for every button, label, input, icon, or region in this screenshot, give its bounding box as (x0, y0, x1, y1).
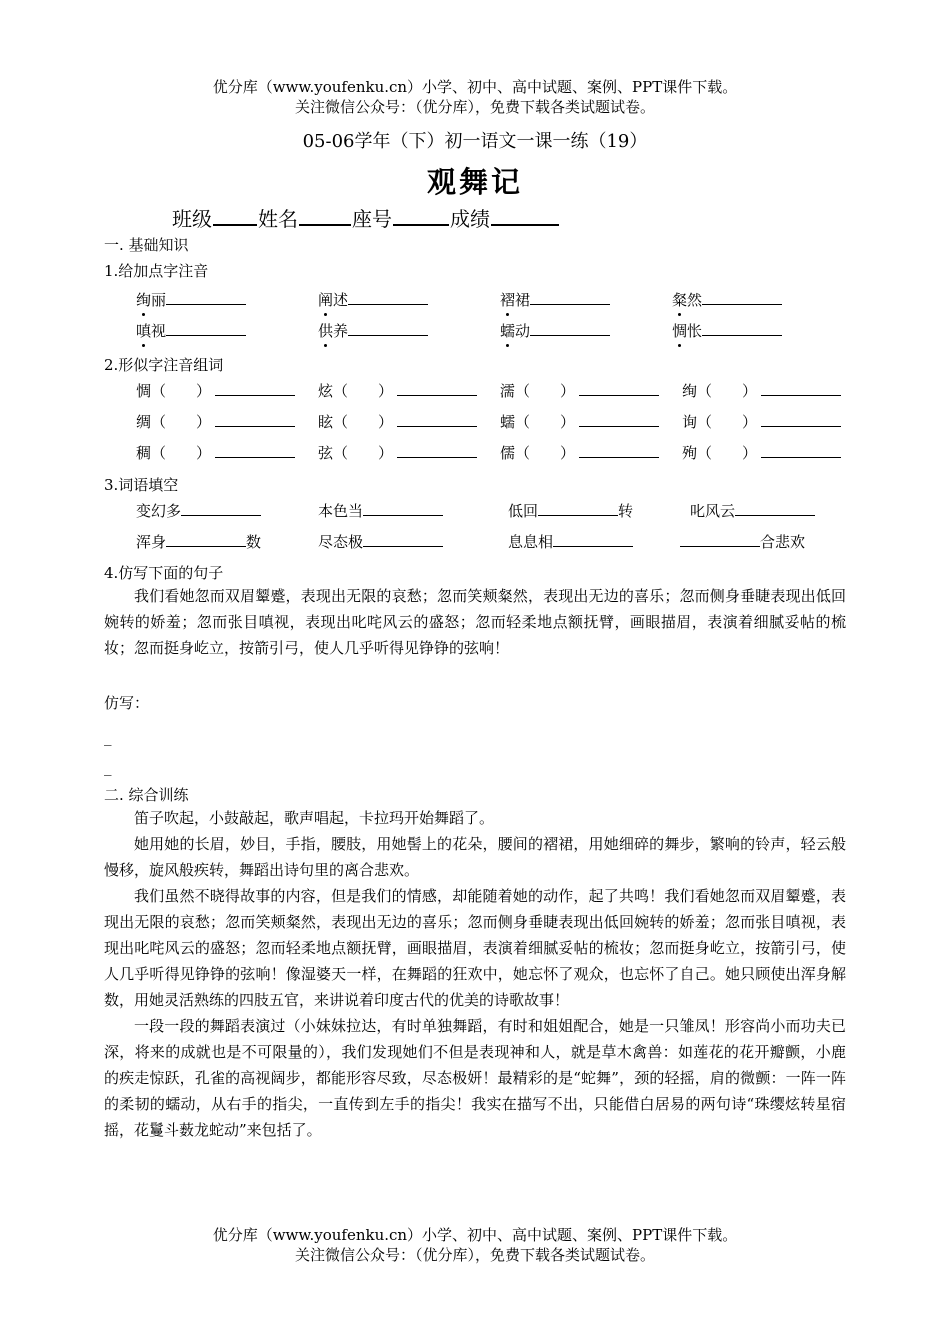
pinyin-paren[interactable]: （ ） (151, 413, 212, 431)
word-blank[interactable] (397, 381, 477, 396)
idiom-blank[interactable] (181, 501, 261, 516)
answer-blank[interactable] (530, 321, 610, 336)
pinyin-paren[interactable]: （ ） (151, 382, 212, 400)
item-char: 养 (333, 322, 349, 340)
item-char: 然 (687, 291, 703, 309)
q2-char: 绸 (136, 413, 152, 431)
q3-item (680, 531, 805, 552)
q2-char: 稠 (136, 444, 152, 462)
class-blank[interactable] (213, 206, 257, 226)
idiom-suffix: 合悲欢 (760, 533, 806, 551)
dotted-char: 蠕 (500, 322, 516, 340)
worksheet-title: 观舞记 (426, 165, 523, 199)
q2-char: 询 (682, 413, 698, 431)
answer-blank[interactable] (530, 290, 610, 305)
passage-paragraph: 我们虽然不晓得故事的内容，但是我们的情感，却能随着她的动作，起了共鸣！我们看她忽而双眉颦蹙，表现出无限的哀愁；忽而笑颊粲然，表现出无边的喜乐；忽而侧身垂睫表现出低回婉转的娇羞；忽而张目嗔视，表现出叱咤风云的盛怒；忽而轻柔地点额抚臂，画眼描眉，表演着细腻妥帖的梳妆；忽而挺身屹立，按箭引弓，使人几乎听得见铮铮的弦响！像湿婆天一样，在舞蹈的狂欢中，她忘怀了观众，也忘怀了自己。她只顾使出浑身解数，用她灵活熟练的四肢五官，来讲说着印度古代的优美的诗歌故事！ (104, 887, 846, 1009)
q1-item (318, 320, 428, 341)
word-blank[interactable] (579, 412, 659, 427)
dotted-char: 供 (318, 322, 334, 340)
answer-blank[interactable] (348, 321, 428, 336)
passage-paragraph: 一段一段的舞蹈表演过（小妹妹拉达，有时单独舞蹈，有时和姐姐配合，她是一只雏凤！形容尚小而功夫已深，将来的成就也是不可限量的），我们发现她们不但是表现神和人，就是草木禽兽：如莲花的花开瓣颤，小鹿的疾走惊跃，孔雀的高视阔步，都能形容尽致，尽态极妍！最精彩的是“蛇舞”，颈的轻摇，肩的微颤：一阵一阵的柔韧的蠕动，从右手的指尖，一直传到左手的指尖！我实在描写不出，只能借白居易的两句诗“珠缨炫转星宿摇，花鬘斗薮龙蛇动”来包括了。 (104, 1017, 846, 1139)
q2-char: 濡 (500, 382, 516, 400)
q3-item (136, 500, 261, 521)
name-label: 姓名 (258, 207, 298, 231)
idiom-prefix: 变幻多 (136, 502, 182, 520)
idiom-prefix: 本色当 (318, 502, 364, 520)
passage-paragraph: 她用她的长眉，妙目，手指，腰肢，用她髻上的花朵，腰间的褶裙，用她细碎的舞步，繁响的铃声，轻云般慢移，旋风般疾转，舞蹈出诗句里的离合悲欢。 (104, 835, 846, 879)
q3-heading: 3.词语填空 (104, 476, 179, 494)
idiom-blank[interactable] (363, 501, 443, 516)
q1-heading: 1.给加点字注音 (104, 262, 209, 280)
idiom-suffix: 数 (246, 533, 262, 551)
q2-item (500, 380, 659, 401)
word-blank[interactable] (397, 412, 477, 427)
header-line-1: 优分库（www.youfenku.cn）小学、初中、高中试题、案例、PPT课件下载。 (212, 78, 738, 96)
item-char: 视 (151, 322, 167, 340)
item-char: 怅 (687, 322, 703, 340)
pinyin-paren[interactable]: （ ） (333, 444, 394, 462)
idiom-prefix: 浑身 (136, 533, 167, 551)
seat-label: 座号 (352, 207, 392, 231)
q2-item (318, 380, 477, 401)
pinyin-paren[interactable]: （ ） (333, 413, 394, 431)
worksheet-subtitle: 05-06学年（下）初一语文一课一练（19） (302, 131, 648, 152)
word-blank[interactable] (397, 443, 477, 458)
pinyin-paren[interactable]: （ ） (333, 382, 394, 400)
seat-blank[interactable] (393, 206, 449, 226)
pinyin-paren[interactable]: （ ） (697, 444, 758, 462)
item-char: 丽 (151, 291, 167, 309)
dotted-char: 粲 (672, 291, 688, 309)
q2-char: 炫 (318, 382, 334, 400)
pinyin-paren[interactable]: （ ） (151, 444, 212, 462)
q3-item (136, 531, 261, 552)
q2-item (500, 411, 659, 432)
q1-item (318, 289, 428, 310)
answer-blank[interactable] (702, 290, 782, 305)
idiom-prefix: 低回 (508, 502, 539, 520)
item-char: 动 (515, 322, 531, 340)
q2-char: 惆 (136, 382, 152, 400)
score-label: 成绩 (450, 207, 490, 231)
q2-char: 殉 (682, 444, 698, 462)
footer-line-1: 优分库（www.youfenku.cn）小学、初中、高中试题、案例、PPT课件下载。 (212, 1226, 738, 1244)
word-blank[interactable] (761, 412, 841, 427)
q4-prompt: 仿写： (104, 694, 150, 712)
idiom-suffix: 转 (618, 502, 634, 520)
q2-item (318, 411, 477, 432)
class-label: 班级 (172, 207, 212, 231)
name-blank[interactable] (299, 206, 351, 226)
pinyin-paren[interactable]: （ ） (515, 382, 576, 400)
answer-blank[interactable] (348, 290, 428, 305)
idiom-prefix: 息息相 (508, 533, 554, 551)
q4-answer-line-2[interactable]: _ (104, 758, 112, 776)
q2-item (318, 442, 477, 463)
q2-heading: 2.形似字注音组词 (104, 356, 224, 374)
q2-item (136, 442, 295, 463)
idiom-prefix: 叱风云 (690, 502, 736, 520)
q2-item (136, 411, 295, 432)
part1-heading: 一. 基础知识 (104, 236, 189, 254)
dotted-char: 嗔 (136, 322, 152, 340)
q2-item (682, 411, 841, 432)
item-char: 述 (333, 291, 349, 309)
q4-heading: 4.仿写下面的句子 (104, 564, 224, 582)
q2-char: 弦 (318, 444, 334, 462)
idiom-blank[interactable] (680, 532, 760, 547)
dotted-char: 绚 (136, 291, 152, 309)
passage-paragraph: 笛子吹起，小鼓敲起，歌声唱起，卡拉玛开始舞蹈了。 (134, 809, 495, 827)
q3-item (318, 531, 443, 552)
q2-item (682, 442, 841, 463)
idiom-blank[interactable] (538, 501, 618, 516)
q2-char: 儒 (500, 444, 516, 462)
q2-item (682, 380, 841, 401)
pinyin-paren[interactable]: （ ） (515, 444, 576, 462)
footer-line-2: 关注微信公众号：（优分库），免费下载各类试题试卷。 (294, 1246, 655, 1264)
q1-item (500, 320, 610, 341)
word-blank[interactable] (579, 443, 659, 458)
word-blank[interactable] (215, 381, 295, 396)
dotted-char: 惆 (672, 322, 688, 340)
score-blank[interactable] (491, 206, 559, 226)
item-char: 裙 (515, 291, 531, 309)
idiom-blank[interactable] (735, 501, 815, 516)
q2-item (500, 442, 659, 463)
q1-item (136, 320, 246, 341)
answer-blank[interactable] (702, 321, 782, 336)
q4-sentence: 我们看她忽而双眉颦蹙，表现出无限的哀愁；忽而笑颊粲然，表现出无边的喜乐；忽而侧身垂睫表现出低回婉转的娇羞；忽而张目嗔视，表现出叱咤风云的盛怒；忽而轻柔地点额抚臂，画眼描眉，表演着细腻妥帖的梳妆；忽而挺身屹立，按箭引弓，使人几乎听得见铮铮的弦响！ (104, 587, 846, 657)
q1-item (672, 289, 782, 310)
answer-blank[interactable] (166, 321, 246, 336)
dotted-char: 阐 (318, 291, 334, 309)
q1-item (500, 289, 610, 310)
student-info-line (172, 203, 560, 232)
pinyin-paren[interactable]: （ ） (697, 382, 758, 400)
word-blank[interactable] (579, 381, 659, 396)
reading-passage (104, 805, 846, 1143)
q4-answer-line-1[interactable]: _ (104, 728, 112, 746)
q2-item (136, 380, 295, 401)
idiom-blank[interactable] (553, 532, 633, 547)
q2-char: 眩 (318, 413, 334, 431)
word-blank[interactable] (761, 443, 841, 458)
dotted-char: 褶 (500, 291, 516, 309)
word-blank[interactable] (215, 443, 295, 458)
q2-char: 绚 (682, 382, 698, 400)
idiom-prefix: 尽态极 (318, 533, 364, 551)
pinyin-paren[interactable]: （ ） (697, 413, 758, 431)
header-line-2: 关注微信公众号：（优分库），免费下载各类试题试卷。 (294, 98, 655, 116)
q3-item (508, 500, 633, 521)
idiom-blank[interactable] (166, 532, 246, 547)
idiom-blank[interactable] (363, 532, 443, 547)
word-blank[interactable] (215, 412, 295, 427)
q3-item (508, 531, 633, 552)
q2-char: 蠕 (500, 413, 516, 431)
q1-item (672, 320, 782, 341)
answer-blank[interactable] (166, 290, 246, 305)
part2-heading: 二. 综合训练 (104, 786, 189, 804)
q1-item (136, 289, 246, 310)
pinyin-paren[interactable]: （ ） (515, 413, 576, 431)
q3-item (318, 500, 443, 521)
word-blank[interactable] (761, 381, 841, 396)
q3-item (690, 500, 815, 521)
